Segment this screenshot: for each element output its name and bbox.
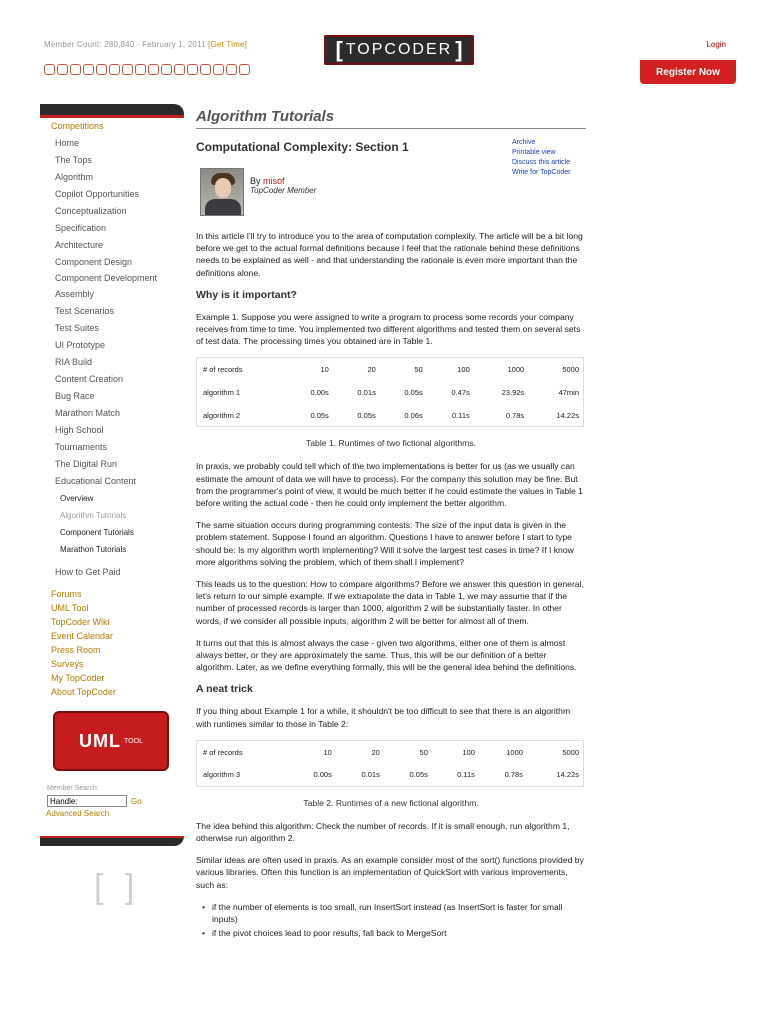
nav-icon[interactable]: [70, 64, 81, 75]
table-cell: 0.05s: [357, 410, 376, 420]
table-row: [197, 381, 584, 404]
paragraph-trick: If you thing about Example 1 for a while, it shouldn't be too difficult to see that there is an algorithm with runtimes similar to those in Table 2:: [196, 706, 571, 729]
table-row: [197, 740, 584, 763]
sidebar-link-my-topcoder[interactable]: My TopCoder: [51, 673, 105, 683]
sidebar-item-algorithm[interactable]: Algorithm: [55, 172, 94, 182]
nav-icon[interactable]: [239, 64, 250, 75]
table-cell: 100: [457, 365, 470, 375]
printable-view-link[interactable]: Printable view: [512, 149, 556, 156]
archive-link[interactable]: Archive: [512, 139, 536, 146]
table-cell: # of records: [203, 365, 243, 375]
logo-bracket-left: [: [335, 37, 343, 62]
paragraph-leads: This leads us to the question: How to compare algorithms? Before we answer this question in general, let's return to our simple example. If we extrapolate the data in Table 1, we may assume that if the number of processed records is larger than 1000, algorithm 2 will be substantially faster. In other words, if we consider all possible inputs, algorithm 2 will be better for almost all of them.: [196, 579, 584, 626]
logo-text: TOPCODER: [345, 41, 453, 58]
sidebar-item-specification[interactable]: Specification: [55, 223, 107, 233]
go-button[interactable]: Go: [131, 796, 142, 806]
sidebar-item-assembly[interactable]: Assembly: [55, 289, 95, 299]
table-cell: 0.78s: [504, 770, 523, 780]
table-cell: 0.11s: [451, 410, 470, 420]
nav-icon[interactable]: [135, 64, 146, 75]
nav-icon-strip: [44, 64, 250, 75]
table-cell: 0.00s: [313, 770, 332, 780]
table-cell: 100: [462, 747, 475, 757]
paragraph-intro: In this article I'll try to introduce you to the area of computation complexity. The article will be a bit long before we get to the actual formal definitions because I feel that the rationale behind these definitions needs to be explained as well - and that understanding the rationale is even more important than the definitions alone.: [196, 231, 583, 278]
table-cell: 0.01s: [361, 770, 380, 780]
table-cell: 50: [414, 365, 423, 375]
nav-icon[interactable]: [213, 64, 224, 75]
sidebar-link-wiki[interactable]: TopCoder Wiki: [51, 617, 110, 627]
sidebar-item-architecture[interactable]: Architecture: [55, 240, 104, 250]
sidebar-subitem-marathon-tutorials[interactable]: Marathon Tutorials: [60, 545, 127, 554]
paragraph-turns-out: It turns out that this is almost always the case - given two algorithms, either one of them is almost always better, or they are approximately the same. Thus, this will be our definition of a better algorithm. Later, as we define everything formally, this will be the general idea behind the definitions.: [196, 637, 577, 673]
nav-icon[interactable]: [161, 64, 172, 75]
nav-icon[interactable]: [83, 64, 94, 75]
table-cell: algorithm 2: [203, 410, 241, 420]
nav-icon[interactable]: [226, 64, 237, 75]
author-name-link[interactable]: misof: [263, 176, 285, 186]
table-cell: 14.22s: [556, 410, 579, 420]
topcoder-logo[interactable]: [324, 35, 474, 65]
get-time-link[interactable]: [Get Time]: [208, 40, 248, 49]
sidebar-item-component-design[interactable]: Component Design: [55, 257, 133, 267]
table-cell: 10: [320, 365, 329, 375]
member-search-row: [47, 795, 184, 807]
nav-icon[interactable]: [187, 64, 198, 75]
table-cell: 0.00s: [310, 387, 329, 397]
sidebar-item-educational-content[interactable]: Educational Content: [55, 476, 137, 486]
table-cell: 14.22s: [556, 770, 579, 780]
uml-banner-title: UML: [79, 730, 122, 751]
sidebar-item-home[interactable]: Home: [55, 138, 80, 148]
login-link[interactable]: Login: [706, 40, 726, 49]
author-role: TopCoder Member: [250, 186, 317, 195]
author-info: [250, 176, 316, 216]
table-cell: algorithm 3: [203, 770, 241, 780]
sidebar-link-forums[interactable]: Forums: [51, 589, 82, 599]
table-cell: # of records: [203, 747, 243, 757]
article-tools: [512, 138, 571, 178]
runtimes-table-1: [196, 357, 584, 427]
list-item: • if the pivot choices lead to poor results, fall back to MergeSort: [202, 927, 586, 939]
sidebar-item-how-to-get-paid[interactable]: How to Get Paid: [55, 567, 121, 577]
write-for-topcoder-link[interactable]: Write for TopCoder: [512, 169, 571, 176]
sidebar-top-bar: [40, 104, 184, 118]
sidebar-item-tournaments[interactable]: Tournaments: [55, 442, 108, 452]
sidebar-item-high-school[interactable]: High School: [55, 425, 104, 435]
handle-input[interactable]: [47, 795, 127, 807]
table-cell: 0.47s: [451, 387, 470, 397]
sidebar-link-about-topcoder[interactable]: About TopCoder: [51, 687, 116, 697]
table-cell: 0.05s: [310, 410, 329, 420]
nav-icon[interactable]: [122, 64, 133, 75]
site-header: [0, 0, 768, 100]
member-count-text: Member Count: 280,840 - February 1, 2011: [44, 40, 206, 49]
table1-caption: Table 1. Runtimes of two fictional algorithms.: [305, 438, 477, 449]
nav-icon[interactable]: [174, 64, 185, 75]
paragraph-same-situation: The same situation occurs during programming contests: The size of the input data is given in the problem statement. Suppose I found an algorithm. Questions I have to answer before I start to type should be: Is my algorithm worth implementing? Will it solve the largest test cases in time? If I know more algorithms solving the problem, which of them shall I implement?: [196, 520, 574, 567]
table-cell: 20: [371, 747, 380, 757]
paragraph-example1: Example 1. Suppose you were assigned to write a program to process some records your company receives from time to time. You implemented two different algorithms and tested them on several sets of test data. The processing times you obtained are in Table 1.: [196, 311, 581, 347]
table-cell: 23.92s: [501, 387, 525, 397]
sidebar-item-conceptualization[interactable]: Conceptualization: [55, 206, 127, 216]
table-cell: 1000: [506, 747, 523, 757]
improvements-list: [202, 901, 586, 939]
table-cell: 10: [323, 747, 332, 757]
list-item: • if the number of elements is too small, run InsertSort instead (as InsertSort is faster for small inputs): [202, 901, 586, 925]
table-cell: 0.06s: [404, 410, 423, 420]
sidebar-link-event-calendar[interactable]: Event Calendar: [51, 631, 114, 641]
sidebar-link-uml-tool[interactable]: UML Tool: [51, 603, 89, 613]
sidebar-item-ui-prototype[interactable]: UI Prototype: [55, 340, 106, 350]
sidebar-item-test-suites[interactable]: Test Suites: [55, 323, 100, 333]
table-row: [197, 358, 584, 381]
table2-caption: Table 2. Runtimes of a new fictional algorithm.: [303, 797, 479, 808]
table-cell: 0.05s: [409, 770, 428, 780]
sidebar-item-bug-race[interactable]: Bug Race: [55, 391, 95, 401]
heading-why-important: Why is it important?: [196, 288, 297, 301]
advanced-search-link[interactable]: Advanced Search: [46, 809, 110, 818]
sidebar-bottom-bar: [40, 836, 184, 846]
main-content: [196, 108, 586, 938]
by-label: By: [250, 176, 264, 186]
table-cell: 5000: [562, 365, 579, 375]
sidebar-subitem-component-tutorials[interactable]: Component Tutorials: [60, 528, 134, 537]
paragraph-similar: Similar ideas are often used in praxis. As an example consider most of the sort() functions provided by various libraries. Often this function is an implementation of QuickSort with various improvements, such as:: [196, 855, 584, 890]
article-body: [196, 230, 586, 941]
table-cell: 0.11s: [457, 770, 475, 780]
nav-icon[interactable]: [148, 64, 159, 75]
table-cell: 20: [367, 365, 376, 375]
member-search-label: Member Search:: [47, 785, 99, 792]
sidebar-item-content-creation[interactable]: Content Creation: [55, 374, 124, 384]
table-cell: 1000: [507, 365, 525, 375]
sidebar-item-the-tops[interactable]: The Tops: [55, 155, 92, 165]
table-cell: 5000: [562, 747, 579, 757]
bracket-logo-icon: [ ]: [94, 868, 141, 906]
runtimes-table-2: [196, 740, 584, 787]
table-row: [197, 763, 584, 786]
table-row: [197, 404, 584, 427]
discuss-article-link[interactable]: Discuss this article: [512, 159, 570, 166]
author-row: [200, 168, 316, 216]
nav-icon[interactable]: [44, 64, 55, 75]
nav-icon[interactable]: [57, 64, 68, 75]
nav-icon[interactable]: [96, 64, 107, 75]
table-cell: 0.01s: [357, 387, 376, 397]
author-avatar: [200, 168, 244, 216]
uml-banner-subtitle: TOOL: [124, 737, 143, 745]
table-cell: 0.78s: [505, 410, 525, 420]
heading-neat-trick: A neat trick: [196, 683, 253, 696]
table-cell: 50: [419, 747, 428, 757]
nav-icon[interactable]: [109, 64, 120, 75]
section-title: Algorithm Tutorials: [196, 108, 586, 129]
sidebar-subitem-overview[interactable]: Overview: [60, 494, 94, 503]
paragraph-praxis: In praxis, we probably could tell which of the two implementations is better for us (as we usually can estimate the amount of data we will have to process). For the company this solution may be fine. But from the programmer's point of view, it would be much better if he could estimate the values in Table 1 before writing the actual code - then he could only implement the better algorithm.: [196, 461, 583, 509]
table-cell: 47min: [558, 387, 579, 397]
table-cell: 0.05s: [404, 387, 423, 397]
sidebar: [40, 104, 184, 907]
uml-tool-banner[interactable]: [53, 711, 169, 771]
sidebar-subitem-algorithm-tutorials[interactable]: Algorithm Tutorials: [60, 511, 127, 520]
logo-bracket-right: ]: [455, 37, 463, 62]
article-title: Computational Complexity: Section 1: [196, 140, 409, 154]
sidebar-item-marathon-match[interactable]: Marathon Match: [55, 408, 121, 418]
sidebar-link-press-room[interactable]: Press Room: [51, 645, 101, 655]
sidebar-item-digital-run[interactable]: The Digital Run: [55, 459, 118, 469]
paragraph-idea: The idea behind this algorithm: Check the number of records. If it is small enough, run algorithm 1, otherwise run algorithm 2.: [196, 820, 570, 844]
sidebar-links: [40, 587, 184, 699]
sidebar-item-ria-build[interactable]: RIA Build: [55, 357, 93, 367]
nav-icon[interactable]: [200, 64, 211, 75]
sidebar-link-surveys[interactable]: Surveys: [51, 659, 84, 669]
member-count: [44, 40, 247, 49]
table-cell: algorithm 1: [203, 387, 241, 397]
register-now-button[interactable]: Register Now: [640, 60, 736, 84]
sidebar-item-test-scenarios[interactable]: Test Scenarios: [55, 306, 115, 316]
sidebar-item-component-development[interactable]: Component Development: [55, 273, 158, 283]
sidebar-item-competitions[interactable]: Competitions: [51, 121, 104, 131]
sidebar-item-copilot[interactable]: Copilot Opportunities: [55, 189, 140, 199]
